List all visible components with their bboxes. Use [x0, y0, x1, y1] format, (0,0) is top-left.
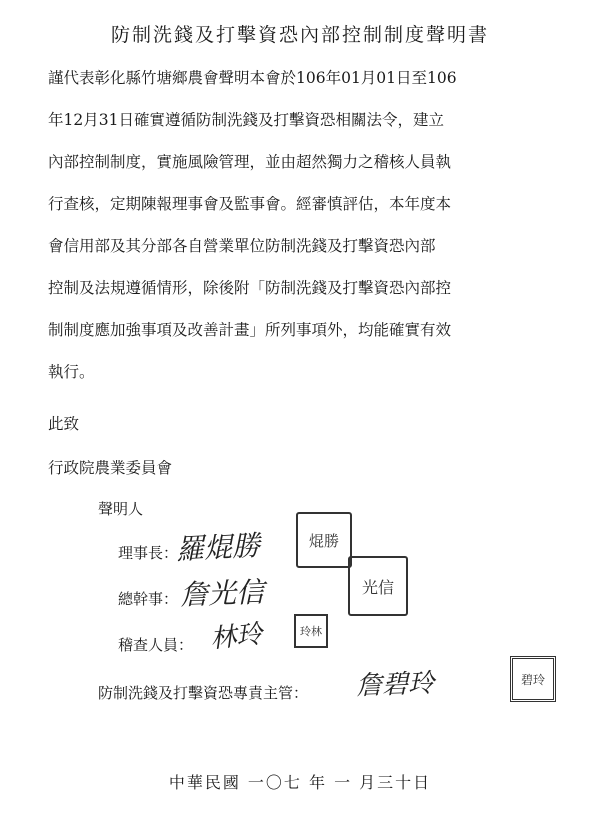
document-date: 中華民國 一〇七 年 一 月三十日	[168, 773, 432, 792]
chairman-seal-text: 焜勝	[308, 531, 339, 550]
general-manager-seal	[348, 556, 408, 616]
general-manager-seal-text: 光信	[361, 577, 394, 597]
recipient: 行政院農業委員會	[48, 459, 173, 477]
chairman-label: 理事長：	[118, 544, 179, 562]
body-line-2: 年12月31日確實遵循防制洗錢及打擊資恐相關法令，建立	[48, 111, 444, 129]
aml-officer-seal-text: 碧玲	[520, 672, 545, 687]
body-line-3: 內部控制制度，實施風險管理，並由超然獨力之稽核人員執	[48, 153, 452, 171]
body-line-7: 制制度應加強事項及改善計畫」所列事項外，均能確實有效	[48, 321, 452, 339]
chairman-signature: 羅焜勝	[175, 528, 261, 567]
auditor-seal	[294, 614, 328, 648]
general-manager-signature: 詹光信	[179, 575, 265, 612]
auditor-signature: 林玲	[208, 619, 264, 655]
auditor-label: 稽查人員：	[118, 636, 194, 654]
general-manager-label: 總幹事：	[118, 590, 179, 608]
aml-officer-label: 防制洗錢及打擊資恐專責主管：	[98, 684, 309, 702]
body-line-4: 行查核，定期陳報理事會及監事會。經審慎評估，本年度本	[48, 195, 452, 213]
chairman-seal	[296, 512, 352, 568]
salutation: 此致	[48, 415, 80, 433]
document-title: 防制洗錢及打擊資恐內部控制制度聲明書	[110, 24, 489, 46]
body-line-1: 謹代表彰化縣竹塘鄉農會聲明本會於106年01月01日至106	[48, 69, 457, 87]
aml-officer-seal	[510, 656, 556, 702]
auditor-seal-text: 玲林	[300, 625, 322, 638]
declarant-label: 聲明人	[98, 500, 144, 518]
body-line-6: 控制及法規遵循情形，除後附「防制洗錢及打擊資恐內部控	[48, 279, 452, 297]
aml-officer-signature: 詹碧玲	[355, 668, 435, 702]
body-line-5: 會信用部及其分部各自營業單位防制洗錢及打擊資恐內部	[48, 237, 436, 255]
body-line-8: 執行。	[48, 363, 95, 381]
